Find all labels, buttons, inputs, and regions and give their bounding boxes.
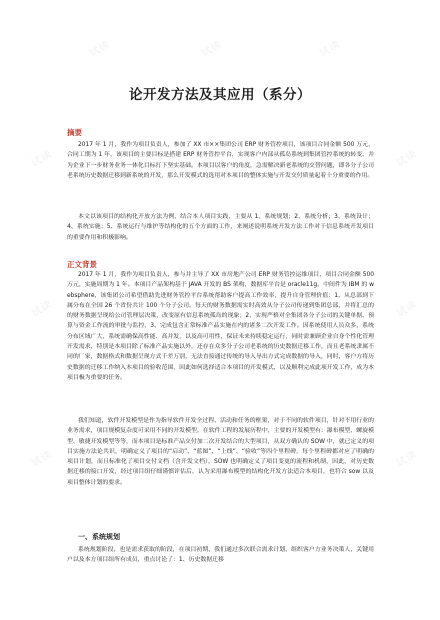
watermark: 试读 — [394, 148, 420, 170]
background-heading: 正文背景 — [67, 260, 97, 269]
section-1-heading: 一、系统规划 — [78, 533, 120, 541]
abstract-paragraph-2: 本文以该项目的结构化开放方法为例，结合本人项目实践，主要从 1、系统规划；2、系统分析；3、系统设计；4、系统实施；5、系统运行与维护等结构化的五个方面的工作，来阐述说明系统开发方法工作对于信息系统开发项目的重要作用和积极影响。 — [67, 214, 374, 241]
watermark: 试读 — [87, 38, 113, 60]
watermark: 试读 — [29, 448, 55, 470]
abstract-paragraph-1: 2017 年 1 月，我作为项目负责人，参加了 XX 市××集团公司 ERP 财务管控项目，该项目合同金额 500 万元，合同工期为 1 年，该项目的主要目标是搭建 ERP 财务管控平台，实现客户内部从孤岛系统到集团管控系统的转变，并为企业下一步财务业务一体化目标打下坚实基础。本项目以客户的角度，急需解决新老系统的交替问题，即各分子公司老系统历史数据迁移到新系统的开发，那么开发模式的选用对本项目的整体实施与开发交付质量起着十分重要的作用。 — [67, 142, 374, 179]
section-1-paragraph: 系统规划阶段，也是需求获取的阶段，在项目初期，我们通过多次联合需求计划，组织客户方业务决策人，关键用户以及本方项目组所有成员，重点讨论了：1、历史数据迁移 — [67, 547, 374, 564]
watermark: 试读 — [394, 298, 420, 320]
document-title: 论开发方法及其应用（系分） — [129, 87, 311, 103]
background-paragraph: 2017 年 1 月，我作为项目负责人，参与并主导了 XX 市房地产公司 ERP 财务管控运维项目，项目合同金额 500 万元，实施周期为 1 年。本项目产品架构基于 JAVA 开发的 BS 架构，数据库平台是 oracle11g，中间件为 IBM 的 websphere，该集团公司希望借助先进财务管控平台系统帮助客户提高工作效率，提升自身管理价值：1、从总部到下属分布在全国 26 个省份共计 100 个分子公司，每天的财务数据需实时高效从分子公司传递到集团总部，并将汇总的的财务数据呈现给公司管理层决策，改变原有信息系统孤岛的现象；2、实现严格对全集团各分子公司的关键单据、预算与资金工作流的审批与监控，3、完成包含正常标准产品实施在内的诸多二次开发工作。因系统使用人员众多，系统分布区域广大，系统需确保高性能、高并发，以及高可用性，保证未来持续稳定运行，同时需兼顾企业自身个性化管理开发需求，特别是本项目除了标准产品实施以外，还存在众多分子公司老系统的历史数据迁移工作，而且老系统隶属不同的厂家，数据格式和数据呈现方式千差万别，无法直接通过传统的导入导出方式完成数据的导入，同时，客户方将历史数据的迁移工作纳入本项目的验收范围，因此如何选择适合本项目的开发模式，以及顺利完成此项开发工作，成为本项目极为重要的任务。 — [67, 272, 374, 381]
watermark: 试读 — [199, 38, 225, 60]
body-paragraph-1: 我们知道，软件开发模型是作为指导软件开发全过程、活动和任务的框架，对于不同的软件项目，针对不用行业的业务需求，项目规模复杂度可采用不同的开发模型。在软件工程的发展历程中，主要的开发模型有：瀑布模型、螺旋模型、敏捷开发模型等等，而本项目是标准产品交付加二次开发结合的大型项目，从双方确认的 SOW 中，就已定义的项目实施方法论共识，明确定义了项目的“启动”、“蓝图”、“上线”、“验收”等四个里程碑，每个里程碑都对应了明确的项目计划，而且标准化了项目交付文档（含开发文档），SOW 也明确定义了项目变更的流程和机制，因此，对历史数据迁移的接口开发，经过项目组仔细谨慎评估后，认为采用瀑布模型的结构化开发方法适合本项目，也符合 sow 以及项目整体计划的要求。 — [67, 418, 374, 486]
watermark: 试读 — [394, 448, 420, 470]
abstract-heading: 摘要 — [67, 128, 82, 137]
watermark: 试读 — [29, 148, 55, 170]
watermark: 试读 — [29, 298, 55, 320]
watermark: 试读 — [317, 38, 343, 60]
